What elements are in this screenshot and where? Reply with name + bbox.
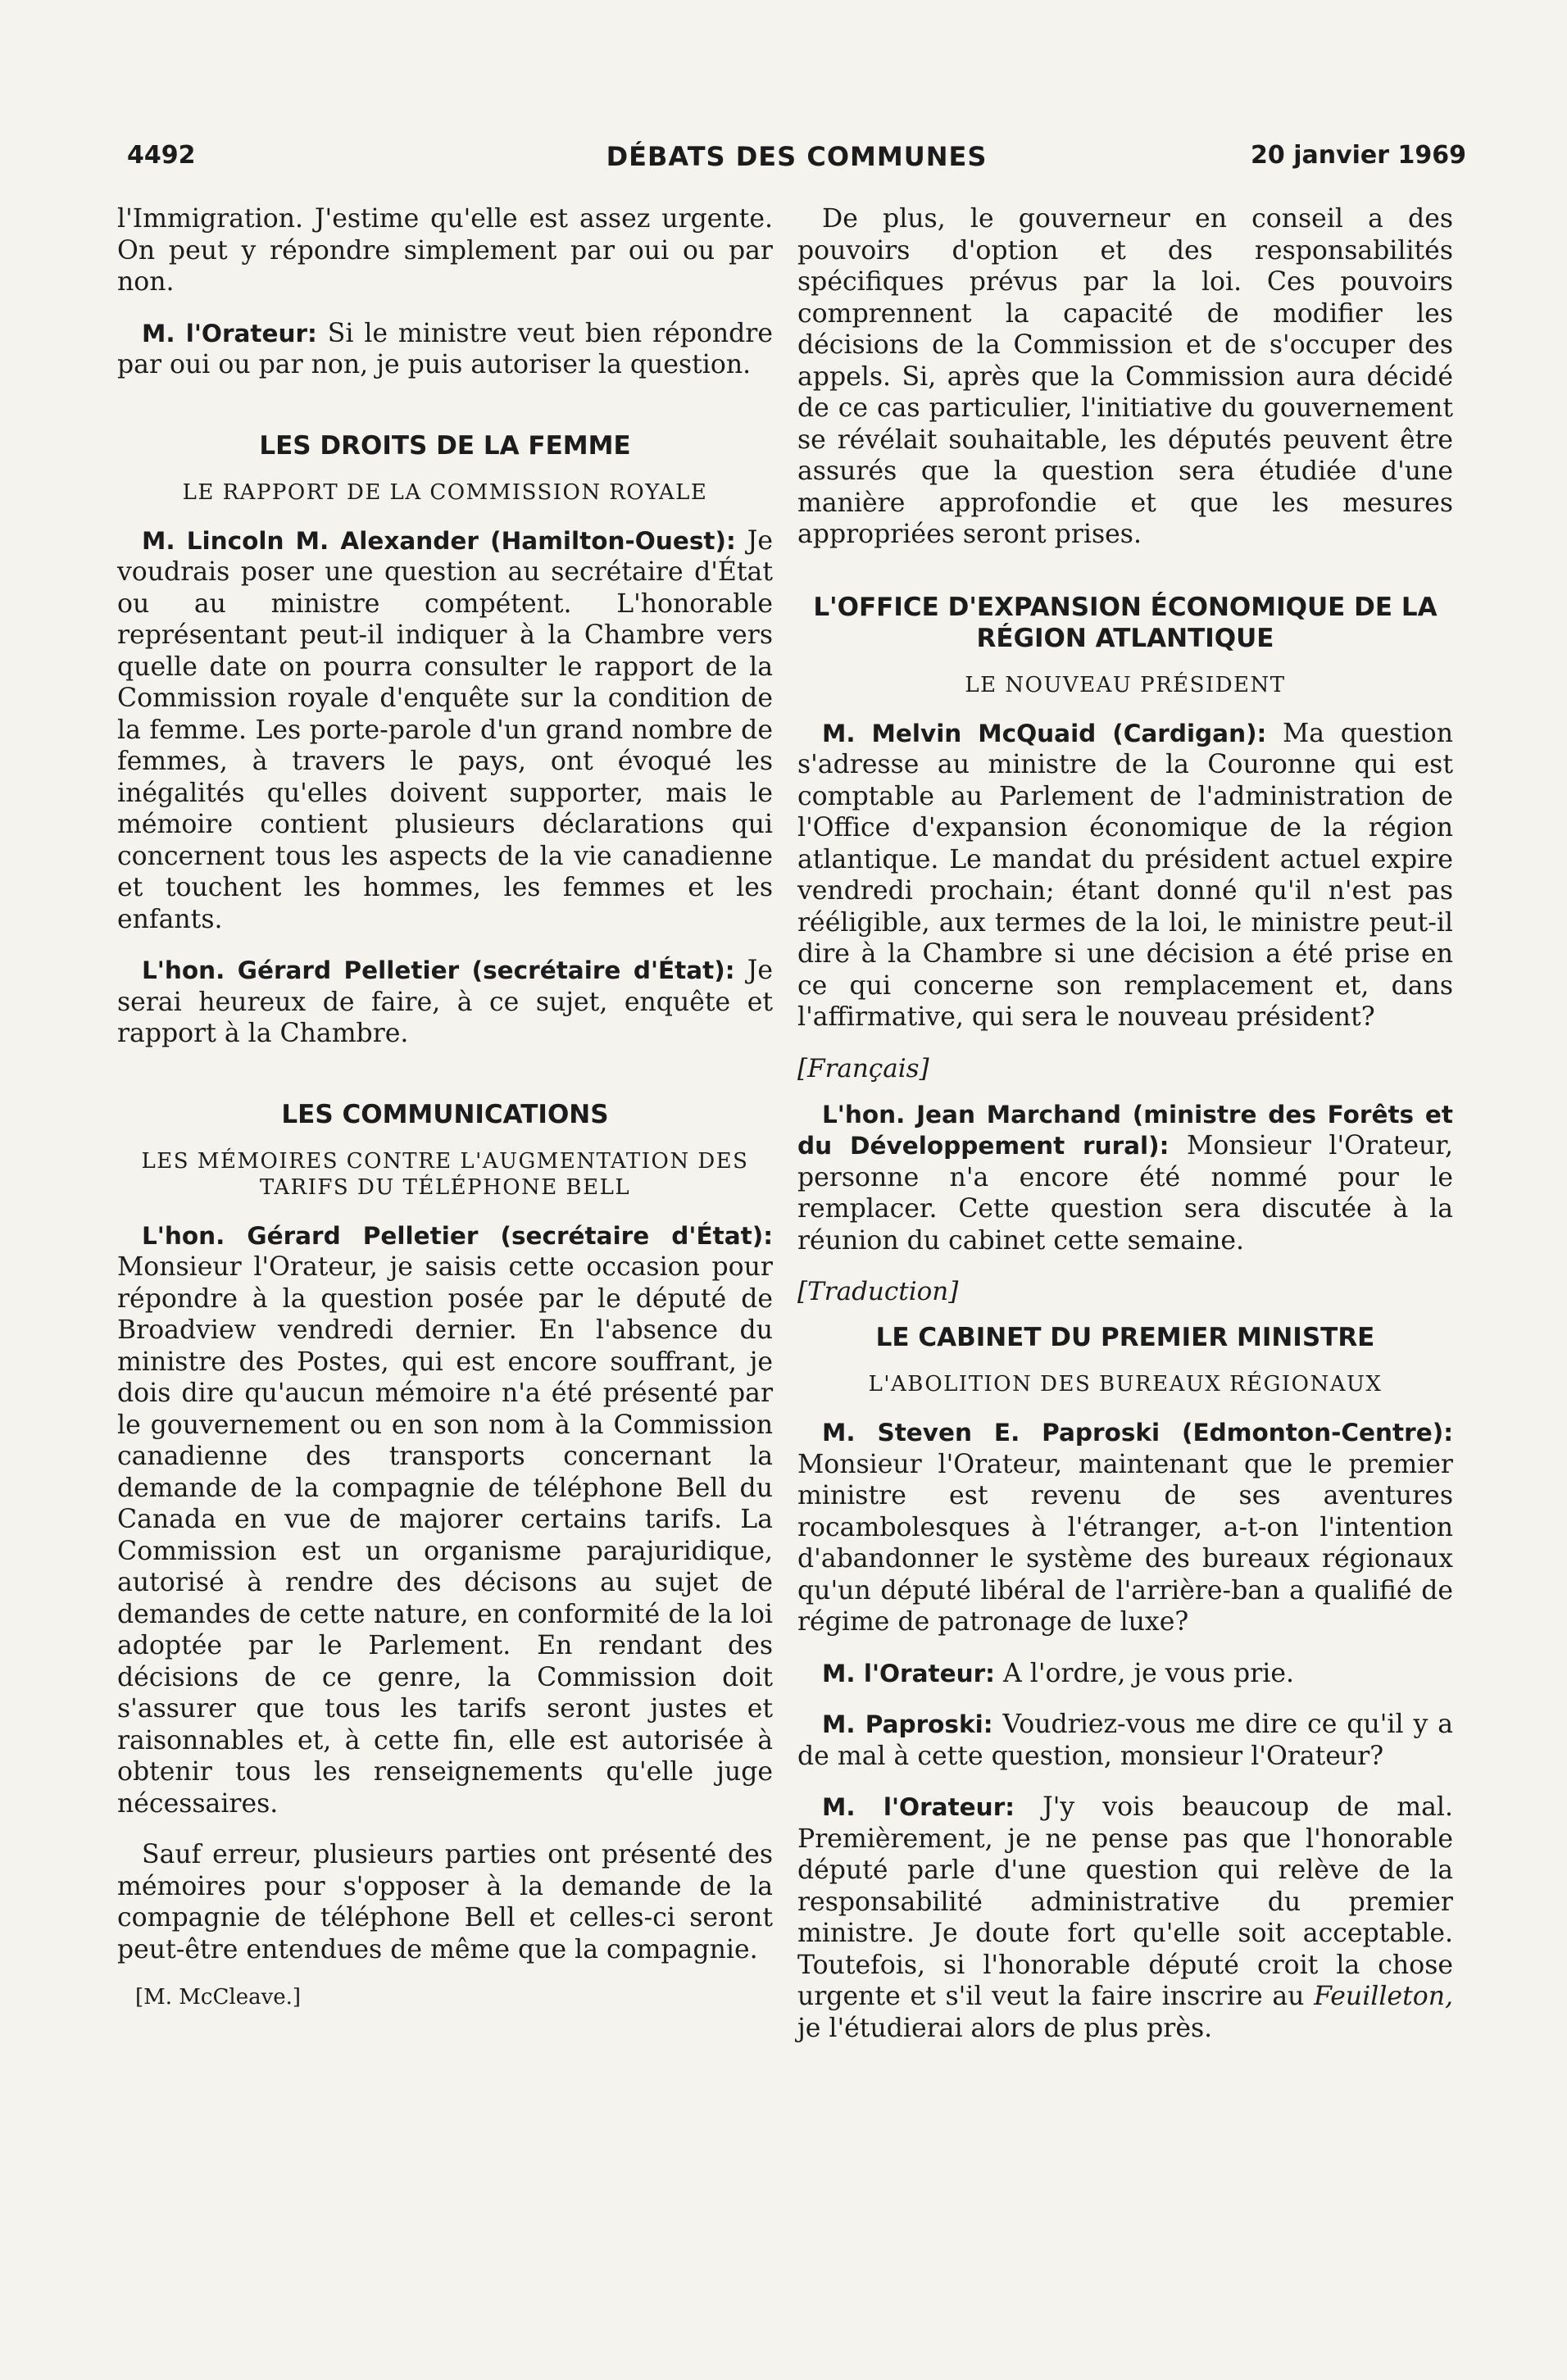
speaker-name: L'hon. Jean Marchand (ministre des Forêts et du Développement rural):	[797, 1100, 1453, 1160]
paragraph	[117, 1220, 773, 1820]
speaker-name: M. Lincoln M. Alexander (Hamilton-Ouest):	[142, 526, 736, 555]
paragraph: De plus, le gouverneur en conseil a des pouvoirs d'option et des responsabilités spécifiques prévus par la loi. Ces pouvoirs comprennent la capacité de modifier les décisions de la Commission et de s'occuper des appels. Si, après que la Commission aura décidé de ce cas particulier, l'initiative du gouvernement se révélait souhaitable, les députés peuvent être assurés que la question sera étudiée d'une manière approfondie et que les mesures appropriées seront prises.	[797, 204, 1453, 549]
page-number: 4492	[127, 141, 196, 170]
language-marker: [Français]	[797, 1053, 929, 1083]
paragraph	[797, 1417, 1453, 1638]
speech-text: J'y vois beaucoup de mal. Premièrement, je ne pense pas que l'honorable député parle d'une question qui relève de la responsabilité administrative du premier ministre. Je doute fort qu'elle soit acceptable. Toutefois, si l'honorable député croit la chose urgente et s'il veut la faire inscrire au	[797, 1792, 1454, 2011]
italic-document-title: Feuilleton,	[1314, 1982, 1453, 2011]
paragraph	[797, 1658, 1453, 1690]
speaker-signature: [M. McCleave.]	[135, 1985, 302, 2010]
right-column	[797, 203, 1453, 2064]
paragraph	[117, 955, 773, 1050]
paragraph	[797, 1099, 1453, 1257]
subsection-heading: LE NOUVEAU PRÉSIDENT	[965, 672, 1286, 697]
speaker-name: M. l'Orateur:	[142, 319, 317, 347]
speaker-name: L'hon. Gérard Pelletier (secrétaire d'État):	[142, 956, 735, 984]
speech-text: Ma question s'adresse au ministre de la Couronne qui est comptable au Parlement de l'administration de l'Office d'expansion économique de la région atlantique. Le mandat du président actuel expire vendredi prochain; étant donné qu'il n'est pas rééligible, aux termes de la loi, le ministre peut-il dire à la Chambre si une décision a été prise en ce qui concerne son remplacement et, dans l'affirmative, qui sera le nouveau président?	[797, 718, 1453, 1032]
speech-text: Si le ministre veut bien répondre par oui ou par non, je puis autoriser la question.	[117, 318, 773, 379]
section-heading: L'OFFICE D'EXPANSION ÉCONOMIQUE DE LA RÉGION ATLANTIQUE	[813, 592, 1438, 653]
speaker-name: M. l'Orateur:	[822, 1659, 995, 1687]
speech-text: Voudriez-vous me dire ce qu'il y a de mal à cette question, monsieur l'Orateur?	[797, 1710, 1453, 1771]
paragraph	[117, 318, 773, 381]
paragraph: Sauf erreur, plusieurs parties ont présenté des mémoires pour s'opposer à la demande de la compagnie de téléphone Bell et celles-ci seront peut-être entendues de même que la compagnie.	[117, 1840, 773, 1964]
speech-text: Monsieur l'Orateur, je saisis cette occasion pour répondre à la question posée par le député de Broadview vendredi dernier. En l'absence du ministre des Postes, qui est encore souffrant, je dois dire qu'aucun mémoire n'a été présenté par le gouvernement ou en son nom à la Commission canadienne des transports concernant la demande de la compagnie de téléphone Bell du Canada en vue de majorer certains tarifs. La Commission est un organisme parajuridique, autorisé à rendre des décisons au sujet de demandes de cette nature, en conformité de la loi adoptée par le Parlement. En rendant des décisions de ce genre, la Commission doit s'assurer que tous les tarifs seront justes et raisonnables et, à cette fin, elle est autorisée à obtenir tous les renseignements qu'elle juge nécessaires.	[117, 1252, 773, 1819]
running-title: DÉBATS DES COMMUNES	[606, 141, 988, 172]
subsection-heading: LES MÉMOIRES CONTRE L'AUGMENTATION DES TARIFS DU TÉLÉPHONE BELL	[141, 1148, 749, 1200]
speech-text: Je voudrais poser une question au secrétaire d'État ou au ministre compétent. L'honorable représentant peut-il indiquer à la Chambre vers quelle date on pourra consulter le rapport de la Commission royale d'enquête sur la condition de la femme. Les porte-parole d'un grand nombre de femmes, à travers le pays, ont évoqué les inégalités qu'elles doivent supporter, mais le mémoire contient plusieurs déclarations qui concernent tous les aspects de la vie canadienne et touchent les hommes, les femmes et les enfants.	[117, 525, 773, 934]
speech-text: A l'ordre, je vous prie.	[994, 1658, 1294, 1688]
section-heading: LE CABINET DU PREMIER MINISTRE	[875, 1323, 1375, 1352]
paragraph	[797, 1792, 1453, 2044]
speaker-name: M. Paproski:	[822, 1710, 993, 1738]
speaker-name: M. Steven E. Paproski (Edmonton-Centre):	[822, 1419, 1453, 1447]
language-marker: [Traduction]	[797, 1277, 959, 1306]
speech-text: Je serai heureux de faire, à ce sujet, enquête et rapport à la Chambre.	[117, 956, 773, 1048]
paragraph	[797, 1709, 1453, 1772]
speaker-name: L'hon. Gérard Pelletier (secrétaire d'État):	[142, 1221, 773, 1250]
speech-text: je l'étudierai alors de plus près.	[797, 2013, 1213, 2043]
left-column	[117, 203, 773, 2010]
speaker-name: M. l'Orateur:	[822, 1793, 1015, 1821]
speech-text: Monsieur l'Orateur, personne n'a encore été nommé pour le remplacer. Cette question sera discutée à la réunion du cabinet cette semaine.	[797, 1131, 1453, 1256]
speech-text: Monsieur l'Orateur, maintenant que le premier ministre est revenu de ses aventures rocambolesques à l'étranger, a-t-on l'intention d'abandonner le système des bureaux régionaux qu'un député libéral de l'arrière-ban a qualifié de régime de patronage de luxe?	[797, 1449, 1453, 1637]
paragraph: l'Immigration. J'estime qu'elle est assez urgente. On peut y répondre simplement par oui ou par non.	[117, 204, 773, 297]
subsection-heading: LE RAPPORT DE LA COMMISSION ROYALE	[182, 479, 708, 505]
subsection-heading: L'ABOLITION DES BUREAUX RÉGIONAUX	[868, 1372, 1383, 1397]
paragraph	[117, 525, 773, 936]
section-heading: LES DROITS DE LA FEMME	[259, 430, 631, 461]
speaker-name: M. Melvin McQuaid (Cardigan):	[822, 719, 1267, 747]
section-heading: LES COMMUNICATIONS	[281, 1099, 609, 1129]
page-header	[127, 141, 1466, 177]
paragraph	[797, 718, 1453, 1033]
page-date: 20 janvier 1969	[1251, 141, 1466, 170]
